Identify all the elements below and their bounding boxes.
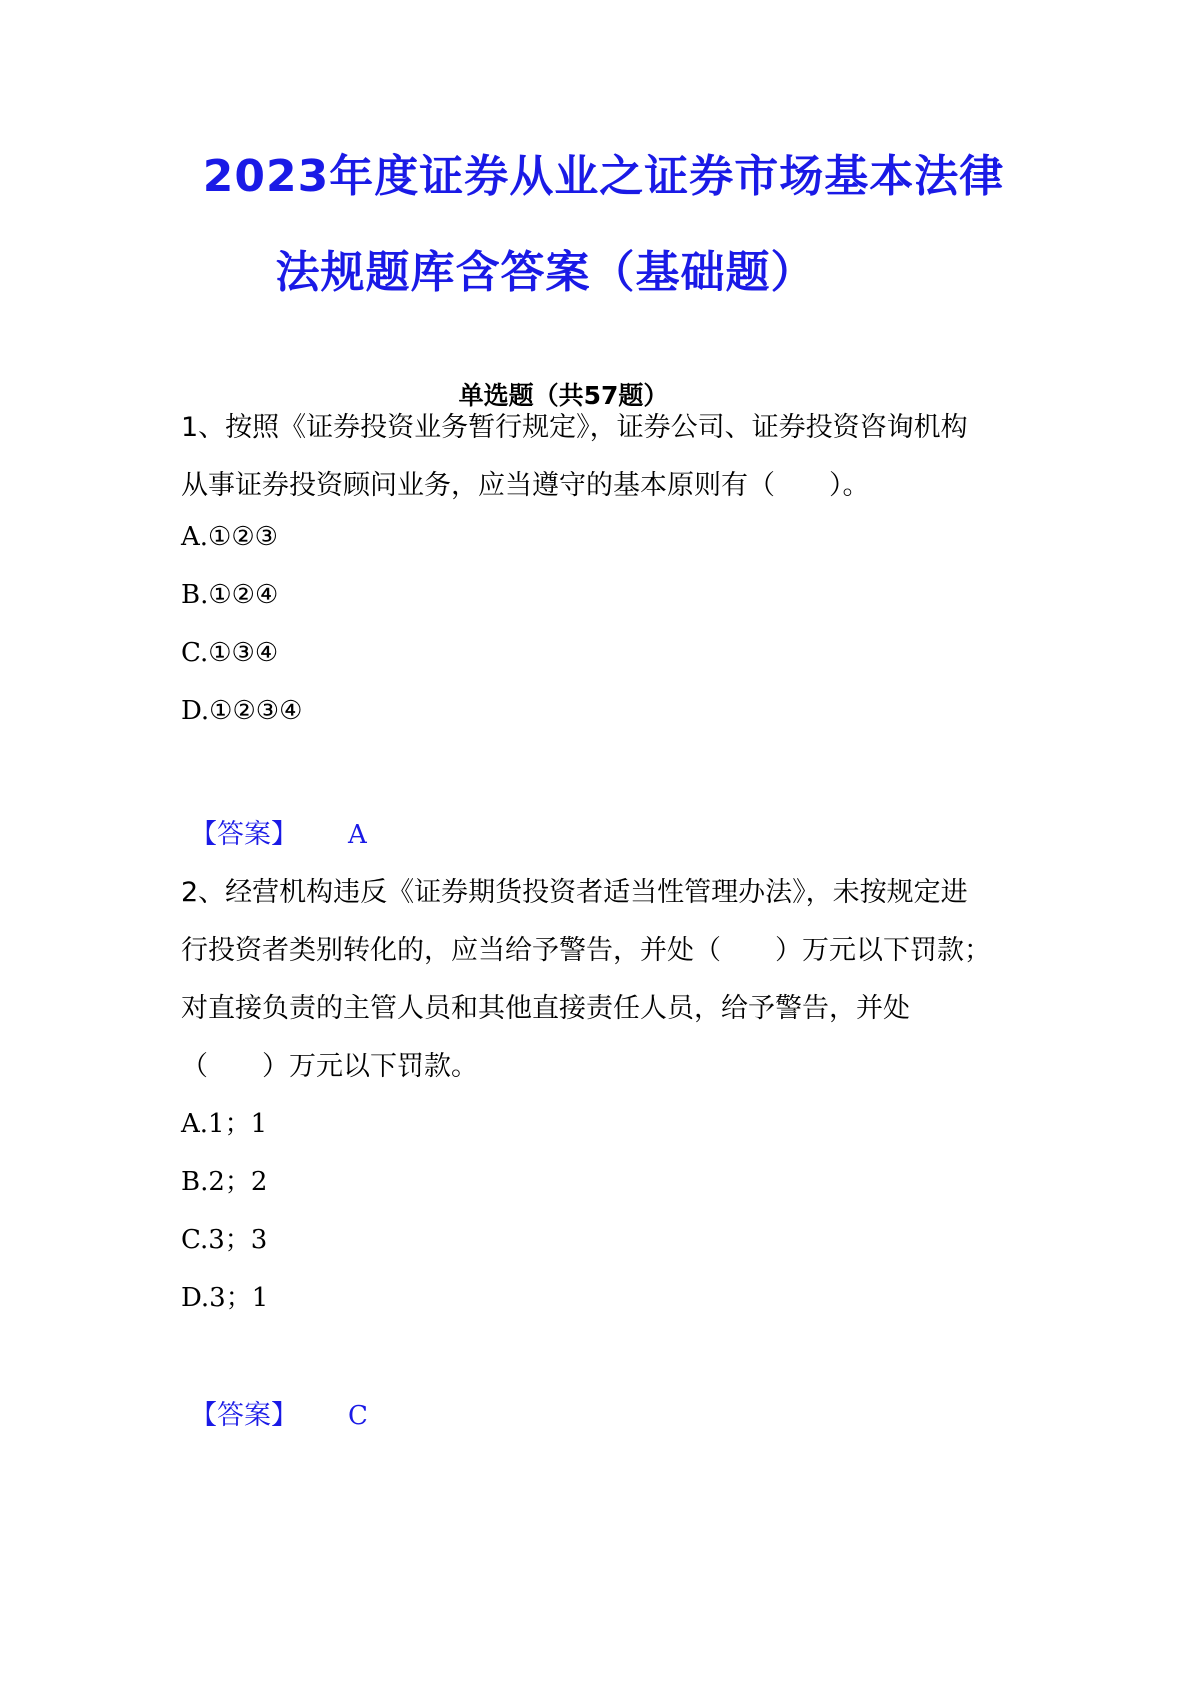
question-2-line-2: 行投资者类别转化的，应当给予警告，并处（ ）万元以下罚款； (181, 935, 991, 966)
section-heading: 单选题（共57题） (458, 381, 669, 410)
question-2-answer (190, 1393, 368, 1432)
question-1-line-1: 1、按照《证券投资业务暂行规定》，证券公司、证券投资咨询机构 (181, 412, 968, 443)
question-2-option-b: B.2；2 (181, 1167, 268, 1197)
answer-value: A (348, 820, 367, 850)
question-1-line-2: 从事证券投资顾问业务，应当遵守的基本原则有（ ）。 (181, 470, 870, 501)
question-2-option-d: D.3；1 (181, 1283, 269, 1313)
question-1-option-a: A.①②③ (181, 522, 278, 552)
question-2-option-a: A.1；1 (181, 1109, 268, 1139)
question-2-line-4: （ ）万元以下罚款。 (181, 1051, 478, 1082)
document-title-line-1: 2023年度证券从业之证券市场基本法律 (202, 151, 1005, 202)
question-1-option-b: B.①②④ (181, 580, 279, 610)
answer-value: C (348, 1401, 368, 1431)
question-1-answer (190, 812, 367, 851)
question-2-line-1: 2、经营机构违反《证券期货投资者适当性管理办法》，未按规定进 (181, 877, 968, 908)
question-1-option-d: D.①②③④ (181, 696, 303, 726)
answer-label: 【答案】 (190, 1400, 298, 1431)
question-2-option-c: C.3；3 (181, 1225, 268, 1255)
question-2-line-3: 对直接负责的主管人员和其他直接责任人员，给予警告，并处 (181, 993, 910, 1024)
answer-label: 【答案】 (190, 819, 298, 850)
document-title-line-2: 法规题库含答案（基础题） (275, 247, 816, 298)
question-1-option-c: C.①③④ (181, 638, 279, 668)
